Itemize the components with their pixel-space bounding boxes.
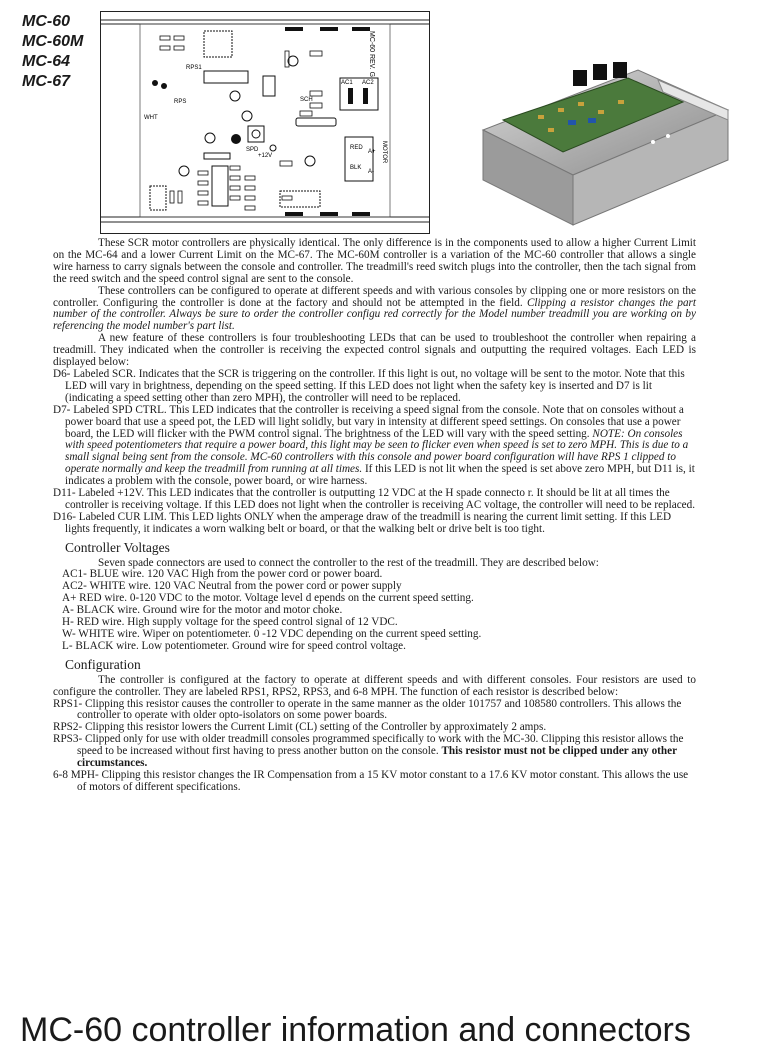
voltage-item: AC1- BLUE wire. 120 VAC High from the power cord or power board. (62, 568, 383, 581)
config-rps3-warning: This resistor must not be clipped under any other circumstances. (77, 745, 677, 770)
voltages-heading: Controller Voltages (65, 539, 170, 555)
config-paragraph-text: These controllers can be configured to operate at different speeds and with various consoles by clipping one or more resistors on the controller. Configuring the controller is done at the factory and should not be attempted in the field. (53, 284, 696, 309)
led-d7-text: D7- Labeled SPD CTRL. This LED indicates that the controller is receiving a speed signal from the console. Note that on consoles without a power board that use a speed pot, the LED will light solidly, but vary in intensity at different speed settings. On consoles that use a power board, the LED will flicker with the PWM control signal. The brightness of the LED will vary with the speed setting. (53, 403, 684, 440)
voltage-item: A+ RED wire. 0-120 VDC to the motor. Voltage level d epends on the current speed setting. (62, 592, 474, 605)
board-label-blk: BLK (350, 165, 362, 171)
board-label-spd: SPD (246, 147, 259, 153)
model-name: MC-60 (22, 13, 71, 30)
body-text (53, 238, 696, 794)
board-label-kit: MC-60 REV. G (368, 31, 375, 78)
board-label-12v: +12V (258, 153, 273, 159)
led-d7-text-end: If this LED is not lit when the speed is set above zero MPH, but D11 is, it indicates a problem with the console, power board, or wire harness. (65, 463, 695, 488)
configuration-heading: Configuration (65, 656, 141, 672)
board-label-a-plus: A+ (368, 149, 376, 155)
voltages-intro: Seven spade connectors are used to connect the controller to the rest of the treadmill. They are described below: (98, 556, 599, 569)
board-label-ac2: AC2 (362, 80, 374, 86)
led-d16: D16- Labeled CUR LIM. This LED lights ONLY when the amperage draw of the treadmill is nearing the current limit setting. If this LED lights frequently, it indicates a worn walking belt or board, or that the walking belt or drive belt is too tight. (53, 510, 672, 535)
led-d6: D6- Labeled SCR. Indicates that the SCR is triggering on the controller. If this light is out, no voltage will be sent to the motor. Note that this LED will vary in brightness, depending on the speed setting. If this LED does not light when the safety key is inserted and D7 is lit (indicating a speed setting other than zero MPH), the controller will need to be replaced. (53, 367, 685, 404)
board-label-red: RED (350, 145, 363, 151)
model-name: MC-60M (22, 33, 84, 50)
intro-paragraph: These SCR motor controllers are physically identical. The only difference is in the components used to allow a higher Current Limit on the MC-64 and a lower Current Limit on the MC-67. The MC-60M controller is a variation of the MC-60 controller that allows a single wire harness to carry signals between the console and controller. The treadmill's reed switch plugs into the controller, then the tach signal from the reed switch and the speed control signal are sent to the console. (53, 237, 696, 285)
model-name: MC-67 (22, 73, 71, 90)
model-list (22, 12, 83, 92)
model-name: MC-64 (22, 53, 71, 70)
led-d7-note: NOTE: On consoles with speed potentiometers that require a power board, this light may be seen to flicker even when speed is set to zero MPH. This is due to a small signal being sent from the console. MC-60 controllers with this console and power board configuration will have RPS 1 clipped to operate normally and keep the treadmill from running at all times. (65, 427, 689, 476)
board-label-a-minus: A- (368, 169, 374, 175)
config-rps3 (53, 734, 696, 770)
board-label-rps1: RPS1 (186, 65, 202, 71)
voltage-item: A- BLACK wire. Ground wire for the motor and motor choke. (62, 604, 343, 617)
board-label-motor: MOTOR (381, 141, 387, 164)
voltage-item: W- WHITE wire. Wiper on potentiometer. 0 -12 VDC depending on the current speed setting. (62, 628, 482, 640)
config-6-8-mph: 6-8 MPH- Clipping this resistor changes the IR Compensation from a 15 KV motor constant to a 17.6 KV motor constant. This allows the use of motors of different specifications. (53, 768, 689, 793)
voltage-item: AC2- WHITE wire. 120 VAC Neutral from the power cord or power supply (62, 580, 402, 593)
board-label-ac1: AC1 (341, 80, 353, 86)
led-d11: D11- Labeled +12V. This LED indicates that the controller is outputting 12 VDC at the H spade connecto r. It should be lit at all times the controller is receiving voltage. If this LED does not light when the controller is receiving AC voltage, the controller will need to be replaced. (53, 487, 696, 511)
board-label-wht: WHT (144, 115, 158, 121)
config-rps2: RPS2- Clipping this resistor lowers the Current Limit (CL) setting of the Controller by approximately 2 amps. (53, 721, 547, 734)
config-warning-italic: Clipping a resistor changes the part number of the controller. Always be sure to order the controller configu red correctly for the Model number treadmill you are working on by referencing the model number's part list. (53, 296, 696, 333)
bottom-heading: MC-60 controller information and connectors (20, 1011, 691, 1049)
config-rps3-text: RPS3- Clipped only for use with older treadmill consoles programmed specifically to work with the MC-30. Clipping this resistor allows the speed to be increased without first having to press another button on the console. (53, 733, 684, 758)
led-d7 (53, 405, 696, 488)
board-label-rps: RPS (174, 99, 187, 105)
controller-photo (478, 60, 734, 230)
led-intro-paragraph: A new feature of these controllers is four troubleshooting LEDs that can be used to troubleshoot the controller when repairing a treadmill. They indicated when the controller is receiving the expected control signals and outputting the required voltages. Each LED is displayed below: (53, 332, 696, 369)
configuration-intro: The controller is configured at the factory to operate at different speeds and with different consoles. Four resistors are used to configure the controller. They are labeled RPS1, RPS2, RPS3, and 6-8 MPH. The function of each resistor is described below: (53, 673, 696, 698)
board-label-sch: SCH (300, 97, 313, 103)
voltage-item: H- RED wire. High supply voltage for the speed control signal of 12 VDC. (62, 616, 398, 629)
voltage-item: L- BLACK wire. Low potentiometer. Ground wire for speed control voltage. (62, 639, 406, 652)
config-paragraph (53, 286, 696, 334)
config-rps1: RPS1- Clipping this resistor causes the controller to operate in the same manner as the older 101757 and 108580 controllers. This allows the controller to operate with older opto-isolators on some power boards. (53, 697, 682, 722)
controller-board-diagram (100, 11, 430, 234)
